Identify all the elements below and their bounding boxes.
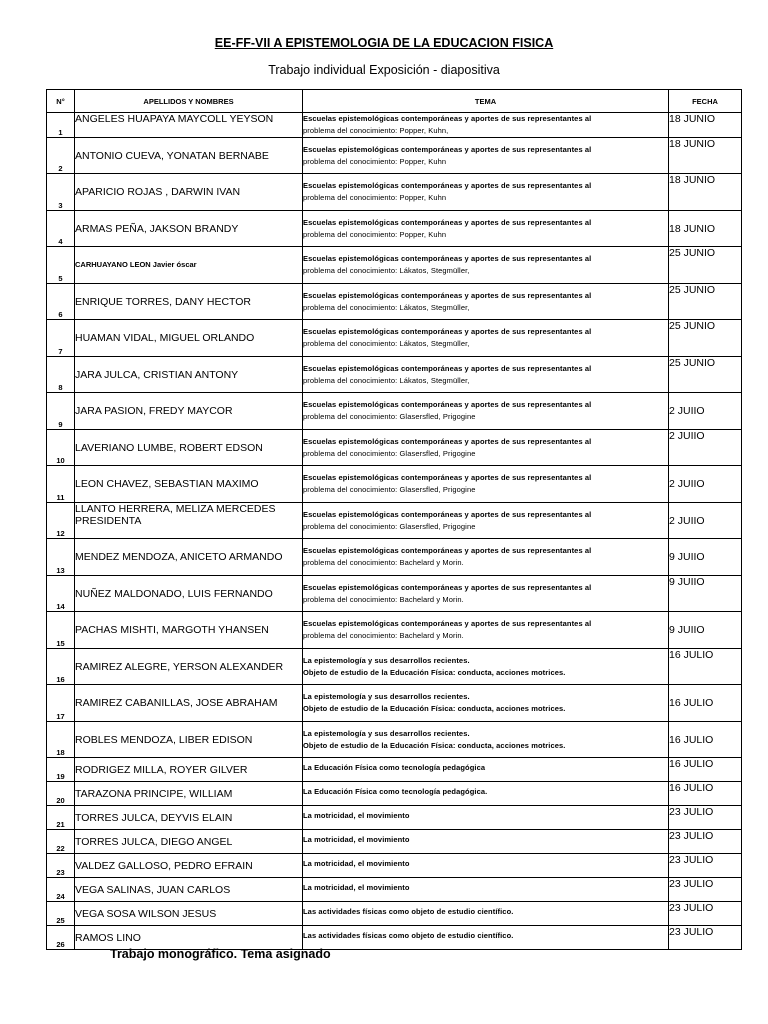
student-name: APARICIO ROJAS , DARWIN IVAN — [75, 174, 303, 211]
topic-line-1: Escuelas epistemológicas contemporáneas y aportes de sus representantes al — [303, 290, 592, 300]
topic-line-2: problema del conocimiento: Glasersfled, Prigogine — [303, 448, 476, 458]
topic-cell — [303, 247, 669, 284]
topic-line-2: problema del conocimiento: Glasersfled, Prigogine — [303, 485, 476, 494]
topic-line-1: Escuelas epistemológicas contemporáneas y aportes de sus representantes al — [303, 436, 592, 446]
topic-line-1: Escuelas epistemológicas contemporáneas y aportes de sus representantes al — [303, 254, 592, 263]
topic-line-1: Escuelas epistemológicas contemporáneas y aportes de sus representantes al — [303, 363, 592, 373]
topic-line-2: problema del conocimiento: Lákatos, Stegmüller, — [303, 302, 470, 312]
document-title: EE-FF-VII A EPISTEMOLOGIA DE LA EDUCACION FISICA — [214, 36, 554, 50]
footer-note: Trabajo monográfico. Tema asignado — [110, 947, 331, 961]
topic-line-1: Escuelas epistemológicas contemporáneas y aportes de sus representantes al — [303, 473, 592, 482]
topic-cell — [303, 320, 669, 357]
table-row — [47, 758, 742, 782]
topic-cell — [303, 806, 669, 830]
table-header-row — [47, 90, 742, 113]
topic-line-1: La motricidad, el movimiento — [303, 859, 410, 868]
row-number: 24 — [47, 878, 75, 902]
student-name: ROBLES MENDOZA, LIBER EDISON — [75, 722, 303, 758]
student-name: ANGELES HUAPAYA MAYCOLL YEYSON — [75, 113, 303, 138]
date-cell: 16 JULIO — [669, 782, 742, 806]
table-row — [47, 926, 742, 950]
topic-line-2: problema del conocimiento: Lákatos, Stegmüller, — [303, 375, 470, 385]
student-name: VALDEZ GALLOSO, PEDRO EFRAIN — [75, 854, 303, 878]
topic-line-2: problema del conocimiento: Popper, Kuhn — [303, 156, 447, 166]
topic-cell — [303, 685, 669, 722]
student-name: TORRES JULCA, DIEGO ANGEL — [75, 830, 303, 854]
header-fecha: FECHA — [669, 90, 742, 113]
date-cell: 23 JULIO — [669, 830, 742, 854]
topic-line-2: Objeto de estudio de la Educación Física: conducta, acciones motrices. — [303, 740, 566, 750]
date-cell: 18 JUNIO — [669, 113, 742, 138]
topic-cell — [303, 830, 669, 854]
topic-line-2: problema del conocimiento: Lákatos, Stegmüller, — [303, 339, 470, 348]
topic-line-1: Escuelas epistemológicas contemporáneas y aportes de sus representantes al — [303, 582, 592, 592]
student-name: HUAMAN VIDAL, MIGUEL ORLANDO — [75, 320, 303, 357]
topic-line-2: problema del conocimiento: Glasersfled, Prigogine — [303, 521, 476, 531]
topic-line-1: Escuelas epistemológicas contemporáneas y aportes de sus representantes al — [303, 619, 592, 628]
table-row — [47, 576, 742, 612]
topic-line-1: La motricidad, el movimiento — [303, 883, 410, 892]
topic-line-1: Escuelas epistemológicas contemporáneas y aportes de sus representantes al — [303, 181, 592, 190]
student-name: MENDEZ MENDOZA, ANICETO ARMANDO — [75, 539, 303, 576]
table-row — [47, 247, 742, 284]
date-cell: 23 JULIO — [669, 902, 742, 926]
topic-cell — [303, 466, 669, 503]
table-row — [47, 806, 742, 830]
table-row — [47, 830, 742, 854]
table-row — [47, 466, 742, 503]
topic-line-1: La epistemología y sus desarrollos recientes. — [303, 655, 470, 665]
row-number: 5 — [47, 247, 75, 284]
date-cell: 18 JUNIO — [669, 138, 742, 174]
topic-cell — [303, 854, 669, 878]
row-number: 11 — [47, 466, 75, 503]
topic-line-1: La epistemología y sus desarrollos recientes. — [303, 728, 470, 738]
date-cell: 25 JUNIO — [669, 320, 742, 357]
row-number: 17 — [47, 685, 75, 722]
topic-line-2: problema del conocimiento: Popper, Kuhn — [303, 229, 447, 239]
topic-line-2: problema del conocimiento: Popper, Kuhn, — [303, 126, 449, 135]
student-name: CARHUAYANO LEON Javier óscar — [75, 247, 303, 284]
document-subtitle: Trabajo individual Exposición - diapositiva — [268, 63, 500, 77]
table-row — [47, 649, 742, 685]
row-number: 7 — [47, 320, 75, 357]
student-name: ANTONIO CUEVA, YONATAN BERNABE — [75, 138, 303, 174]
topic-line-1: La epistemología y sus desarrollos recientes. — [303, 692, 470, 701]
row-number: 12 — [47, 503, 75, 539]
student-name: ENRIQUE TORRES, DANY HECTOR — [75, 284, 303, 320]
table-row — [47, 782, 742, 806]
row-number: 18 — [47, 722, 75, 758]
date-cell: 25 JUNIO — [669, 247, 742, 284]
topic-cell — [303, 357, 669, 393]
student-name: VEGA SALINAS, JUAN CARLOS — [75, 878, 303, 902]
topic-cell — [303, 503, 669, 539]
topic-cell — [303, 539, 669, 576]
header-tema: TEMA — [303, 90, 669, 113]
topic-cell — [303, 284, 669, 320]
topic-cell — [303, 926, 669, 950]
row-number: 13 — [47, 539, 75, 576]
topic-line-1: Escuelas epistemológicas contemporáneas y aportes de sus representantes al — [303, 546, 592, 555]
table-row — [47, 902, 742, 926]
date-cell: 9 JUIIO — [669, 612, 742, 649]
table-row — [47, 430, 742, 466]
header-number: N° — [47, 90, 75, 113]
row-number: 22 — [47, 830, 75, 854]
student-name: TORRES JULCA, DEYVIS ELAIN — [75, 806, 303, 830]
table-row — [47, 393, 742, 430]
topic-cell — [303, 113, 669, 138]
row-number: 23 — [47, 854, 75, 878]
row-number: 9 — [47, 393, 75, 430]
student-name: LEON CHAVEZ, SEBASTIAN MAXIMO — [75, 466, 303, 503]
row-number: 14 — [47, 576, 75, 612]
date-cell: 16 JULIO — [669, 722, 742, 758]
row-number: 4 — [47, 211, 75, 247]
student-name: PACHAS MISHTI, MARGOTH YHANSEN — [75, 612, 303, 649]
table-row — [47, 503, 742, 539]
topic-line-1: Escuelas epistemológicas contemporáneas y aportes de sus representantes al — [303, 400, 592, 409]
topic-line-2: problema del conocimiento: Lákatos, Stegmüller, — [303, 266, 470, 275]
date-cell: 16 JULIO — [669, 649, 742, 685]
student-name: LAVERIANO LUMBE, ROBERT EDSON — [75, 430, 303, 466]
student-name: RAMIREZ ALEGRE, YERSON ALEXANDER — [75, 649, 303, 685]
date-cell: 16 JULIO — [669, 758, 742, 782]
table-row — [47, 138, 742, 174]
topic-line-2: Objeto de estudio de la Educación Física: conducta, acciones motrices. — [303, 704, 566, 713]
student-name: RAMIREZ CABANILLAS, JOSE ABRAHAM — [75, 685, 303, 722]
date-cell: 23 JULIO — [669, 878, 742, 902]
student-name: JARA JULCA, CRISTIAN ANTONY — [75, 357, 303, 393]
topic-line-1: La motricidad, el movimiento — [303, 811, 410, 820]
topic-line-1: La Educación Física como tecnología pedagógica. — [303, 787, 488, 796]
topic-line-2: problema del conocimiento: Bachelard y Morin. — [303, 631, 464, 640]
student-name: JARA PASION, FREDY MAYCOR — [75, 393, 303, 430]
topic-cell — [303, 211, 669, 247]
row-number: 1 — [47, 113, 75, 138]
table-body — [47, 113, 742, 950]
topic-cell — [303, 758, 669, 782]
date-cell: 25 JUNIO — [669, 357, 742, 393]
student-name: RAMOS LINO — [75, 926, 303, 950]
topic-cell — [303, 782, 669, 806]
date-cell: 2 JUIIO — [669, 466, 742, 503]
topic-line-1: Escuelas epistemológicas contemporáneas y aportes de sus representantes al — [303, 217, 592, 227]
student-name: RODRIGEZ MILLA, ROYER GILVER — [75, 758, 303, 782]
row-number: 8 — [47, 357, 75, 393]
row-number: 16 — [47, 649, 75, 685]
schedule-table — [46, 89, 742, 950]
table-row — [47, 174, 742, 211]
topic-line-1: Las actividades físicas como objeto de estudio científico. — [303, 907, 514, 916]
table-row — [47, 113, 742, 138]
topic-line-2: Objeto de estudio de la Educación Física: conducta, acciones motrices. — [303, 667, 566, 677]
date-cell: 18 JUNIO — [669, 174, 742, 211]
table-row — [47, 539, 742, 576]
topic-cell — [303, 878, 669, 902]
topic-line-1: Escuelas epistemológicas contemporáneas y aportes de sus representantes al — [303, 144, 592, 154]
table-row — [47, 284, 742, 320]
topic-line-2: problema del conocimiento: Popper, Kuhn — [303, 193, 447, 202]
topic-cell — [303, 649, 669, 685]
row-number: 26 — [47, 926, 75, 950]
student-name: TARAZONA PRINCIPE, WILLIAM — [75, 782, 303, 806]
topic-cell — [303, 138, 669, 174]
date-cell: 2 JUIIO — [669, 503, 742, 539]
topic-cell — [303, 393, 669, 430]
topic-line-2: problema del conocimiento: Glasersfled, Prigogine — [303, 412, 476, 421]
date-cell: 23 JULIO — [669, 926, 742, 950]
row-number: 20 — [47, 782, 75, 806]
topic-cell — [303, 722, 669, 758]
topic-cell — [303, 430, 669, 466]
table-row — [47, 320, 742, 357]
row-number: 2 — [47, 138, 75, 174]
table-row — [47, 722, 742, 758]
date-cell: 16 JULIO — [669, 685, 742, 722]
student-name: VEGA SOSA WILSON JESUS — [75, 902, 303, 926]
table-row — [47, 685, 742, 722]
date-cell: 2 JUIIO — [669, 393, 742, 430]
date-cell: 9 JUIIO — [669, 576, 742, 612]
topic-cell — [303, 576, 669, 612]
table-row — [47, 854, 742, 878]
topic-line-2: problema del conocimiento: Bachelard y Morin. — [303, 558, 464, 567]
table-row — [47, 211, 742, 247]
date-cell: 18 JUNIO — [669, 211, 742, 247]
student-name: LLANTO HERRERA, MELIZA MERCEDES PRESIDENTA — [75, 503, 303, 539]
topic-line-1: La motricidad, el movimiento — [303, 835, 410, 844]
row-number: 15 — [47, 612, 75, 649]
date-cell: 25 JUNIO — [669, 284, 742, 320]
date-cell: 23 JULIO — [669, 854, 742, 878]
topic-line-1: La Educación Física como tecnología pedagógica — [303, 763, 486, 772]
topic-cell — [303, 902, 669, 926]
date-cell: 9 JUIIO — [669, 539, 742, 576]
row-number: 10 — [47, 430, 75, 466]
topic-cell — [303, 174, 669, 211]
row-number: 3 — [47, 174, 75, 211]
student-name: NUÑEZ MALDONADO, LUIS FERNANDO — [75, 576, 303, 612]
topic-line-2: problema del conocimiento: Bachelard y Morin. — [303, 594, 464, 604]
row-number: 21 — [47, 806, 75, 830]
table-row — [47, 357, 742, 393]
table-row — [47, 612, 742, 649]
date-cell: 2 JUIIO — [669, 430, 742, 466]
date-cell: 23 JULIO — [669, 806, 742, 830]
topic-cell — [303, 612, 669, 649]
row-number: 19 — [47, 758, 75, 782]
topic-line-1: Las actividades físicas como objeto de estudio científico. — [303, 931, 514, 940]
row-number: 6 — [47, 284, 75, 320]
table-row — [47, 878, 742, 902]
topic-line-1: Escuelas epistemológicas contemporáneas y aportes de sus representantes al — [303, 509, 592, 519]
row-number: 25 — [47, 902, 75, 926]
header-name: APELLIDOS Y NOMBRES — [75, 90, 303, 113]
topic-line-1: Escuelas epistemológicas contemporáneas y aportes de sus representantes al — [303, 327, 592, 336]
topic-line-1: Escuelas epistemológicas contemporáneas y aportes de sus representantes al — [303, 114, 592, 123]
student-name: ARMAS PEÑA, JAKSON BRANDY — [75, 211, 303, 247]
